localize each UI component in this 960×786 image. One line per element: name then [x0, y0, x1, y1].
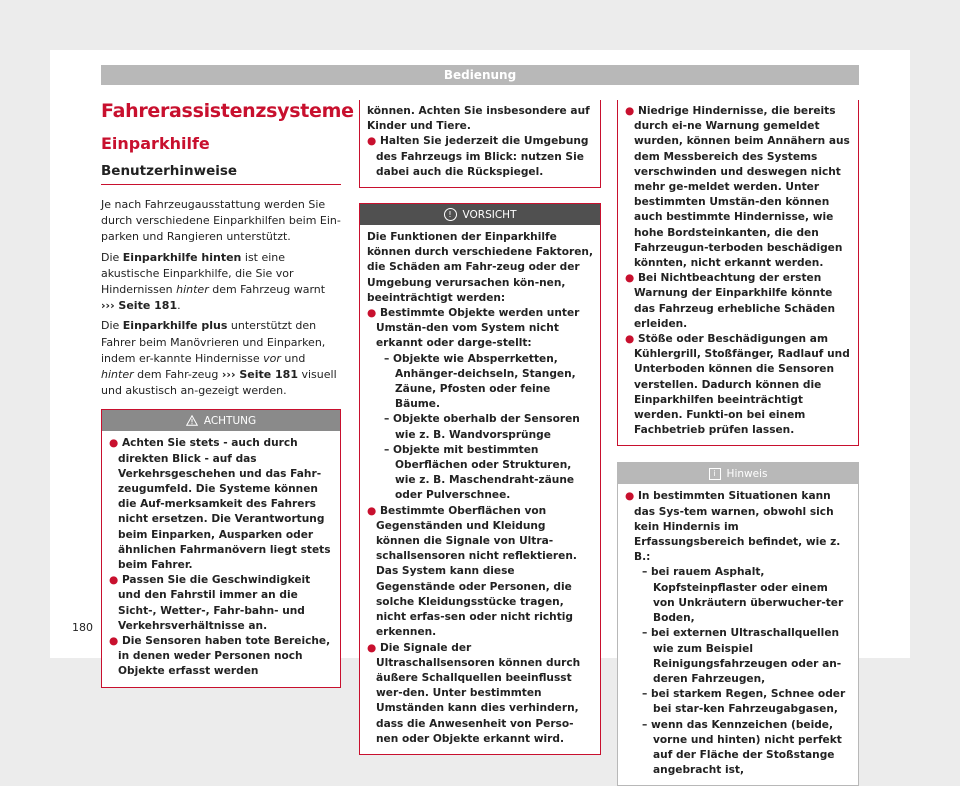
warning-body-continued [360, 100, 600, 187]
page-title: Fahrerassistenzsysteme [101, 100, 354, 122]
caution-intro: Die Funktionen der Einparkhilfe können durch verschiedene Faktoren, die Schäden am Fahr-zeug oder der Umgebung verursachen kön-nen, beeinträchtigt werden: [367, 231, 593, 304]
list-item: ● Bestimmte Oberflächen von Gegenständen und Kleidung können die Signale von Ultra-schallsensoren nicht reflektieren. Das System kann diese Gegenstände oder Personen, die solche Kleidungsstücke tragen, nicht erfas-sen oder nicht richtig erkennen. [367, 504, 577, 639]
sub-list-item: – Objekte wie Absperrketten, Anhänger-deichseln, Stangen, Zäune, Pfosten oder feine Bäume. [384, 352, 576, 411]
sub-list-item: – Objekte mit bestimmten Oberflächen oder Strukturen, wie z. B. Maschendraht-zäune oder Pulverschnee. [384, 443, 575, 502]
paragraph-2: Die Einparkhilfe hinten ist eine akustische Einparkhilfe, die Sie vor Hindernissen hinter dem Fahrzeug warnt ››› Seite 181. [101, 250, 326, 313]
list-item: ● Die Signale der Ultraschallsensoren können durch äußere Schallquellen beeinflusst wer-den. Unter bestimmten Umständen kann dies verhindern, dass die Anwesenheit von Perso-nen oder Objekte erkannt wird. [367, 641, 581, 745]
caution-box [359, 203, 601, 755]
note-body [618, 484, 858, 785]
sub-list-item: – Objekte oberhalb der Sensoren wie z. B. Wandvorsprünge [384, 413, 580, 441]
caution-body-continued [618, 100, 858, 445]
list-item: ● Bei Nichtbeachtung der ersten Warnung der Einparkhilfe könnte das Fahrzeug erhebliche Schäden erleiden. [625, 272, 836, 330]
column-2 [359, 100, 601, 755]
list-item: ● Stöße oder Beschädigungen am Kühlergrill, Stoßfänger, Radlauf und Unterboden können die Sensoren verstellen. Dadurch können die Einparkhilfen beeinträchtigt werden. Funkti-on bei einem Fachbetrieb prüfen lassen. [625, 333, 850, 437]
warning-header [102, 410, 340, 431]
body-text [101, 197, 341, 399]
list-item: ● Achten Sie stets - auch durch direkten Blick - auf das Verkehrsgeschehen und das Fahr-zeugumfeld. Die Systeme können die Auf-merksamkeit des Fahrers nicht ersetzen. Die Verantwortung beim Einparken, Ausparken oder ähnlichen Fahrmanövern liegt stets beim Fahrer. [109, 437, 331, 572]
info-icon: i [709, 468, 721, 480]
list-item: ● Halten Sie jederzeit die Umgebung des Fahrzeugs im Blick: nutzen Sie dabei auch die Rückspiegel. [367, 135, 589, 178]
note-header [618, 463, 858, 484]
sub-list-item: – bei starkem Regen, Schnee oder bei star-ken Fahrzeugabgasen, [642, 688, 846, 716]
note-box [617, 462, 859, 786]
sub-list-item: – wenn das Kennzeichen (beide, vorne und hinten) nicht perfekt auf der Fläche der Stoßstange angebracht ist, [642, 718, 842, 777]
warning-box-continued [359, 100, 601, 188]
list-item: ● Die Sensoren haben tote Bereiche, in denen weder Personen noch Objekte erfasst werden [109, 635, 331, 678]
note-label: Hinweis [726, 467, 768, 480]
header-title: Bedienung [443, 68, 517, 82]
sub-list-item: – bei externen Ultraschallquellen wie zum Beispiel Reinigungsfahrzeugen oder an-deren Fahrzeugen, [642, 627, 842, 685]
warning-icon [186, 415, 198, 426]
list-item: ● Passen Sie die Geschwindigkeit und den Fahrstil immer an die Sicht-, Wetter-, Fahr-bahn- und Verkehrsverhältnisse an. [109, 574, 311, 632]
column-3 [617, 100, 859, 786]
warning-box [101, 409, 341, 687]
caution-label: VORSICHT [462, 208, 517, 221]
paragraph-1: Je nach Fahrzeugausstattung werden Sie durch verschiedene Einparkhilfen beim Ein-parken und Rangieren unterstützt. [101, 198, 341, 244]
caution-icon: ! [444, 208, 457, 221]
text-line: können. Achten Sie insbesondere auf Kinder und Tiere. [367, 105, 590, 133]
page-number: 180 [72, 621, 93, 634]
warning-body [102, 431, 340, 686]
list-item: ● In bestimmten Situationen kann das Sys-tem warnen, obwohl sich kein Hindernis im Erfassungsbereich befindet, wie z. B.: [625, 490, 841, 564]
caution-body [360, 225, 600, 754]
list-item: ● Bestimmte Objekte werden unter Umstän-den vom System nicht erkannt oder darge-stellt: [367, 307, 580, 350]
section-title: Einparkhilfe [101, 134, 210, 153]
caution-box-continued [617, 100, 859, 446]
warning-label: ACHTUNG [203, 414, 257, 427]
subsection-title: Benutzerhinweise [101, 163, 341, 185]
header-bar [101, 65, 859, 85]
page-link[interactable]: ››› Seite 181 [221, 368, 298, 382]
sub-list-item: – bei rauem Asphalt, Kopfsteinpflaster oder einem von Unkräutern überwucher-ter Boden, [642, 566, 844, 625]
caution-header [360, 204, 600, 225]
paragraph-3: Die Einparkhilfe plus unterstützt den Fahrer beim Manövrieren und Einparken, indem er-kannte Hindernisse vor und hinter dem Fahr-zeug ››› Seite 181 visuell und akustisch an-gezeigt werden. [101, 319, 337, 398]
list-item: ● Niedrige Hindernisse, die bereits durch ei-ne Warnung gemeldet wurden, können beim Annähern aus dem Messbereich des Systems verschwinden und deswegen nicht mehr ge-meldet werden. Unter bestimmten Umstän-den können auch bestimmte Hindernisse, wie hohe Bordsteinkanten, die den Fahrzeugun-terboden beschädigen könnten, nicht erkannt werden. [625, 105, 850, 270]
page-link[interactable]: ››› Seite 181 [101, 299, 178, 313]
column-1 [101, 100, 354, 688]
